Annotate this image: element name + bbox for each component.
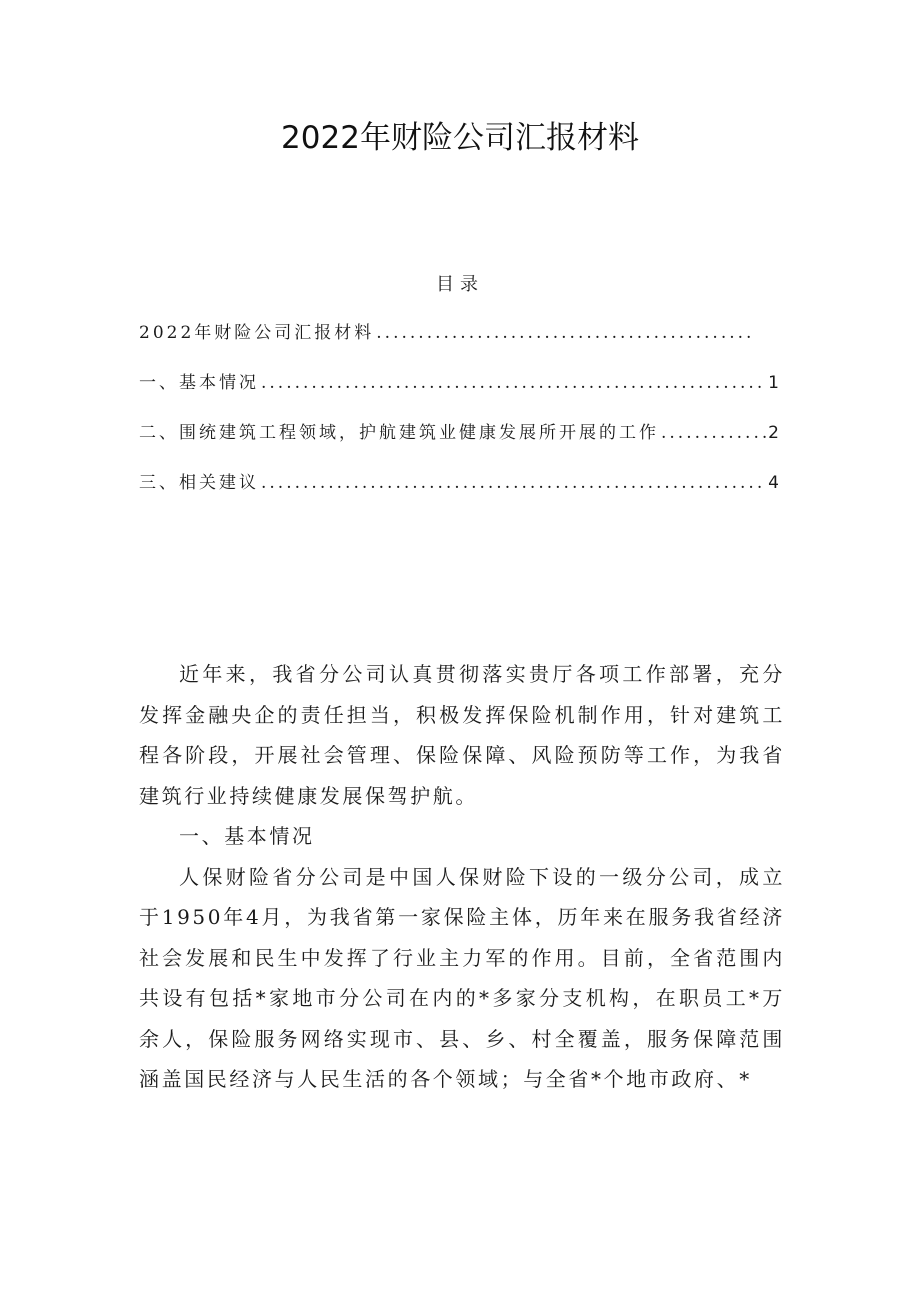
- intro-paragraph: 近年来，我省分公司认真贯彻落实贵厅各项工作部署，充分发挥金融央企的责任担当，积极发挥保险机制作用，针对建筑工程各阶段，开展社会管理、保险保障、风险预防等工作，为我省建筑行业持续健康发展保驾护航。: [139, 662, 785, 808]
- document-body: [139, 654, 785, 1100]
- toc-entry-section-3[interactable]: [139, 468, 779, 518]
- toc-entry-section-2[interactable]: [139, 418, 779, 468]
- toc-leader: [261, 473, 766, 493]
- toc-page-number: 4: [768, 473, 779, 493]
- toc-leader: [376, 323, 750, 343]
- toc-entry-label: 一、基本情况: [139, 373, 259, 393]
- toc-leader: [261, 373, 766, 393]
- toc-heading: 目录: [436, 274, 484, 295]
- toc-leader: [661, 423, 766, 443]
- toc-entry-label: 2022年财险公司汇报材料: [139, 323, 375, 343]
- toc-entry-label: 三、相关建议: [139, 473, 259, 493]
- section-paragraph: 人保财险省分公司是中国人保财险下设的一级分公司，成立于1950年4月，为我省第一家保险主体，历年来在服务我省经济社会发展和民生中发挥了行业主力军的作用。目前，全省范围内共设有包括*家地市分公司在内的*多家分支机构，在职员工*万余人，保险服务网络实现市、县、乡、村全覆盖，服务保障范围涵盖国民经济与人民生活的各个领域；与全省*个地市政府、*: [139, 864, 785, 1091]
- table-of-contents: [139, 318, 779, 518]
- toc-page-number: 2: [768, 423, 779, 443]
- toc-entry-title[interactable]: [139, 318, 779, 368]
- toc-entry-label: 二、围统建筑工程领域，护航建筑业健康发展所开展的工作: [139, 423, 659, 443]
- toc-entry-section-1[interactable]: [139, 368, 779, 418]
- document-title: 2022年财险公司汇报材料: [281, 120, 639, 156]
- section-heading-basic-info: 一、基本情况: [179, 824, 315, 848]
- toc-page-number: 1: [768, 373, 779, 393]
